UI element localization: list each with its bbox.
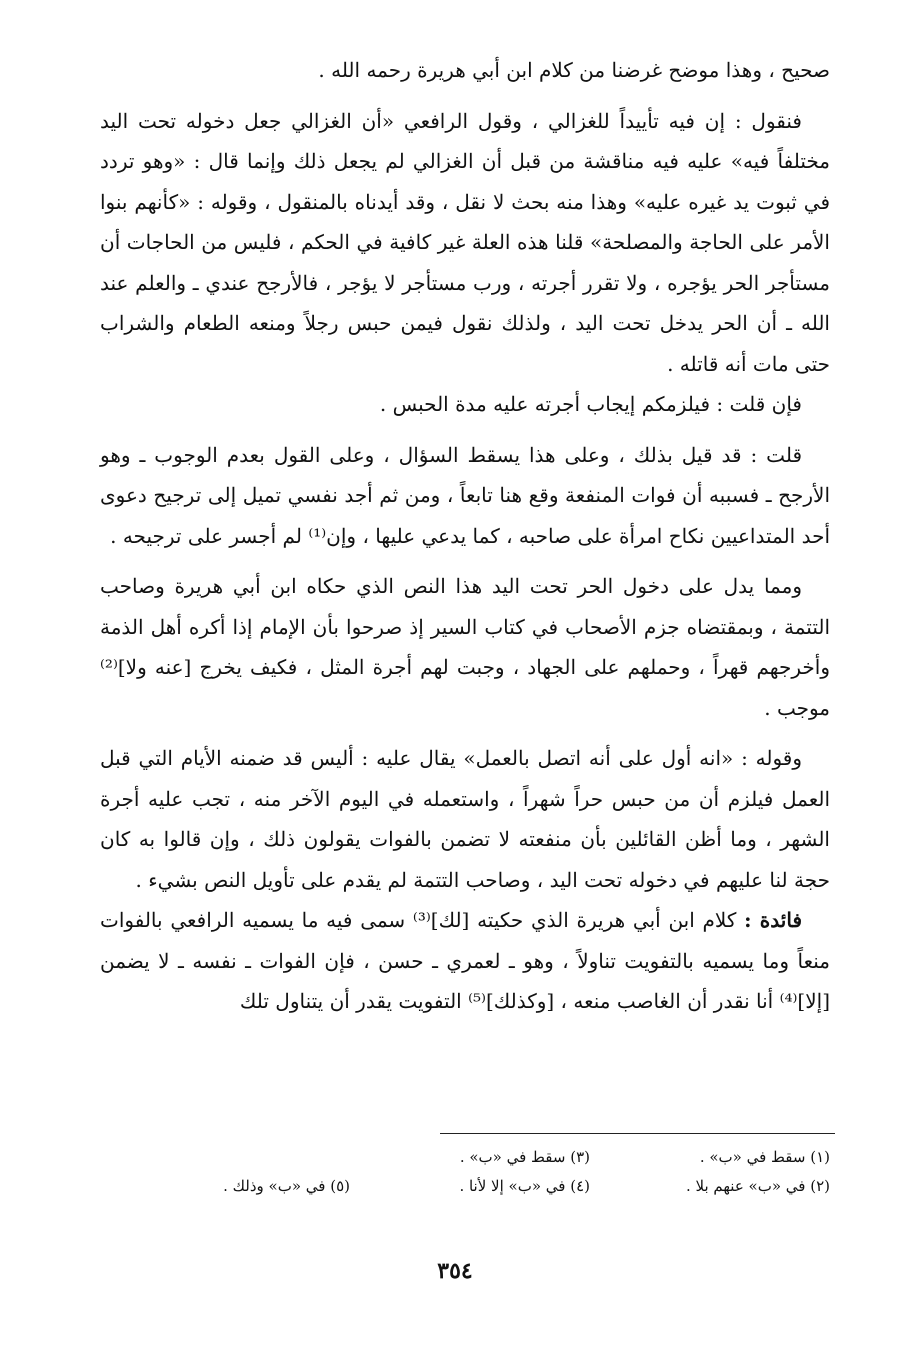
paragraph-2 <box>100 101 830 385</box>
paragraph-7-text: كلام ابن أبي هريرة الذي حكيته [لك]⁽³⁾ سمى فيه ما يسميه الرافعي بالفوات منعاً وما يسميه بالتفويت تناولاً ، وهو ـ لعمري ـ حسن ، فإن الفوات ـ نفسه ـ لا يضمن [إلا]⁽⁴⁾ أنا نقدر أن الغاصب منعه ، [وكذلك]⁽⁵⁾ التفويت يقدر أن يتناول تلك <box>100 908 830 1013</box>
paragraph-4-text: قلت : قد قيل بذلك ، وعلى هذا يسقط السؤال ، وعلى القول بعدم الوجوب ـ وهو الأرجح ـ فسببه أن فوات المنفعة وقع هنا تابعاً ، ومن ثم أجد نفسي تميل إلى ترجيح دعوى أحد المتداعيين نكاح امرأة على صاحبه ، كما يدعي عليها ، وإن⁽¹⁾ لم أجسر على ترجيحه . <box>100 442 830 548</box>
paragraph-5-text: ومما يدل على دخول الحر تحت اليد هذا النص الذي حكاه ابن أبي هريرة وصاحب التتمة ، وبمقتضاه جزم الأصحاب في كتاب السير إذ صرحوا بأن الإمام إذا أكره أهل الذمة وأخرجهم قهراً ، وحملهم على الجهاد ، وجبت لهم أجرة المثل ، فكيف يخرج [عنه ولا]⁽²⁾ موجب . <box>100 574 830 720</box>
main-text <box>100 50 830 1022</box>
paragraph-2-text: فنقول : إن فيه تأييداً للغزالي ، وقول الرافعي «أن الغزالي جعل دخوله تحت اليد مختلفاً فيه» عليه فيه مناقشة من قبل أن الغزالي لم يجعل ذلك وإنما قال : «وهو تردد في ثبوت يد غيره عليه» وهذا منه بحث لا نقل ، وقد أيدناه بالمنقول ، وقوله : «كأنهم بنوا الأمر على الحاجة والمصلحة» قلنا هذه العلة غير كافية في الحكم ، فليس من الحاجات أن مستأجر الحر يؤجره ، ولا تقرر أجرته ، ورب مستأجر لا يؤجر ، فالأرجح عندي ـ والعلم عند الله ـ أن الحر يدخل تحت اليد ، ولذلك نقول فيمن حبس رجلاً ومنعه الطعام والشراب حتى مات أنه قاتله . <box>100 108 830 376</box>
paragraph-4 <box>100 435 830 557</box>
paragraph-6 <box>100 738 830 900</box>
paragraph-7-lead: فائدة : <box>744 908 803 932</box>
paragraph-3-text: فإن قلت : فيلزمكم إيجاب أجرته عليه مدة الحبس . <box>379 392 802 416</box>
footnote-3: (٣) سقط في «ب» . <box>459 1148 590 1166</box>
paragraph-3 <box>100 384 830 425</box>
paragraph-5 <box>100 566 830 728</box>
footnote-row-2 <box>100 1172 830 1201</box>
paragraph-1 <box>100 50 830 91</box>
paragraph-1-text: صحيح ، وهذا موضح غرضنا من كلام ابن أبي هريرة رحمه الله . <box>318 58 830 82</box>
footnote-4: (٤) في «ب» إلا لأنا . <box>459 1177 590 1195</box>
paragraph-7 <box>100 900 830 1022</box>
footnote-2: (٢) في «ب» عنهم بلا . <box>685 1177 830 1195</box>
footnote-1: (١) سقط في «ب» . <box>699 1148 830 1166</box>
page-number: ٣٥٤ <box>437 1258 473 1284</box>
footnotes <box>100 1143 830 1201</box>
footnote-divider <box>440 1133 835 1134</box>
footnote-row-1 <box>100 1143 830 1172</box>
paragraph-6-text: وقوله : «انه أول على أنه اتصل بالعمل» يقال عليه : أليس قد ضمنه الأيام التي قبل العمل فيلزم أن من حبس حراً شهراً ، واستعمله في اليوم الآخر منه ، تجب عليه أجرة الشهر ، وما أظن القائلين بأن منفعته لا تضمن بالفوات يقولون ذلك ، وإن قالوا به كان حجة لنا عليهم في دخوله تحت اليد ، وصاحب التتمة لم يقدم على تأويل النص بشيء . <box>100 746 830 892</box>
footnote-empty <box>110 1143 350 1172</box>
footnote-5: (٥) في «ب» وذلك . <box>223 1177 350 1195</box>
